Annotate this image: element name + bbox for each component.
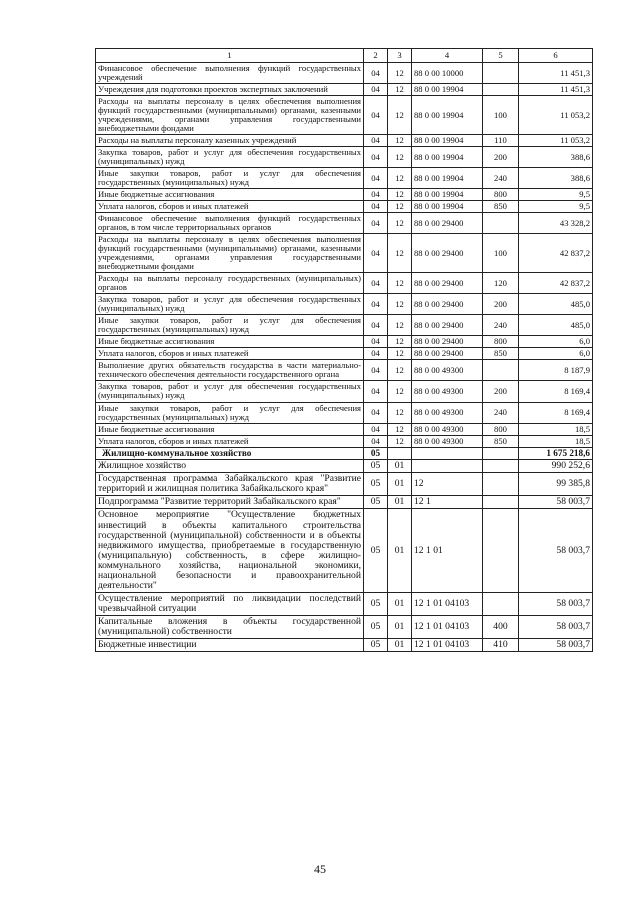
subsection-code: 12 [388, 201, 412, 213]
target-article: 88 0 00 29400 [412, 348, 483, 360]
subsection-code: 12 [388, 381, 412, 402]
subsection-code: 01 [388, 496, 412, 509]
item-name: Уплата налогов, сборов и иных платежей [96, 348, 364, 360]
section-code: 05 [364, 592, 388, 615]
expense-type [483, 63, 519, 84]
item-name: Бюджетные инвестиции [96, 639, 364, 652]
expense-type [483, 447, 519, 460]
subsection-code: 12 [388, 336, 412, 348]
target-article [412, 460, 483, 473]
target-article: 12 1 01 [412, 509, 483, 593]
page-number: 45 [314, 862, 326, 876]
amount: 6,0 [519, 348, 593, 360]
item-name: Расходы на выплаты персоналу казенных учреждений [96, 135, 364, 147]
target-article: 88 0 00 19904 [412, 135, 483, 147]
item-name: Иные бюджетные ассигнования [96, 423, 364, 435]
table-row [96, 509, 593, 593]
item-name: Иные бюджетные ассигнования [96, 189, 364, 201]
section-code: 04 [364, 273, 388, 294]
table-row [96, 460, 593, 473]
expense-type [483, 473, 519, 496]
expense-type [483, 509, 519, 593]
subsection-code: 01 [388, 639, 412, 652]
table-row [96, 435, 593, 447]
amount: 18,5 [519, 435, 593, 447]
table-row [96, 273, 593, 294]
expense-type: 850 [483, 348, 519, 360]
table-row [96, 96, 593, 135]
table-row [96, 402, 593, 423]
section-code: 04 [364, 135, 388, 147]
item-name: Закупка товаров, работ и услуг для обеспечения государственных (муниципальных) нужд [96, 381, 364, 402]
budget-table-body [96, 49, 593, 652]
table-row [96, 147, 593, 168]
expense-type: 200 [483, 381, 519, 402]
item-name: Основное мероприятие "Осуществление бюджетных инвестиций в объекты капитального строительства государственной (муниципальной) собственности и в объекты недвижимого имущества, приобретаемые в государственную (муниципальную) собственность, в сфере жилищно-коммунального хозяйства, национальной экономики, национальной безопасности и правоохранительной деятельности" [96, 509, 364, 593]
expense-type: 800 [483, 189, 519, 201]
table-row [96, 336, 593, 348]
subsection-code: 12 [388, 84, 412, 96]
target-article: 88 0 00 29400 [412, 234, 483, 273]
subsection-code: 12 [388, 147, 412, 168]
section-code: 05 [364, 496, 388, 509]
subsection-code: 12 [388, 168, 412, 189]
target-article: 12 1 01 04103 [412, 639, 483, 652]
expense-type: 850 [483, 435, 519, 447]
amount: 9,5 [519, 201, 593, 213]
subsection-code: 12 [388, 294, 412, 315]
amount: 6,0 [519, 336, 593, 348]
target-article: 88 0 00 19904 [412, 96, 483, 135]
item-name: Закупка товаров, работ и услуг для обеспечения государственных (муниципальных) нужд [96, 294, 364, 315]
column-header: 5 [483, 49, 519, 63]
target-article: 88 0 00 19904 [412, 189, 483, 201]
expense-type: 200 [483, 294, 519, 315]
section-code: 04 [364, 402, 388, 423]
target-article: 12 1 01 04103 [412, 616, 483, 639]
item-name: Закупка товаров, работ и услуг для обеспечения государственных (муниципальных) нужд [96, 147, 364, 168]
subsection-code: 12 [388, 189, 412, 201]
table-row [96, 84, 593, 96]
section-code: 04 [364, 234, 388, 273]
subsection-code: 12 [388, 402, 412, 423]
table-row [96, 135, 593, 147]
amount: 11 451,3 [519, 63, 593, 84]
target-article: 88 0 00 29400 [412, 294, 483, 315]
target-article: 88 0 00 49300 [412, 381, 483, 402]
subsection-code: 12 [388, 348, 412, 360]
expense-type: 100 [483, 96, 519, 135]
target-article: 12 [412, 473, 483, 496]
item-name: Капитальные вложения в объекты государственной (муниципальной) собственности [96, 616, 364, 639]
table-row [96, 315, 593, 336]
item-name: Выполнение других обязательств государства в части материально-технического обеспечения деятельности государственного органа [96, 360, 364, 381]
table-row [96, 423, 593, 435]
item-name: Уплата налогов, сборов и иных платежей [96, 435, 364, 447]
amount: 58 003,7 [519, 616, 593, 639]
item-name: Расходы на выплаты персоналу в целях обеспечения выполнения функций государственными (муниципальными) органами, казенными учреждениями, органами управления государственными внебюджетными фондами [96, 234, 364, 273]
item-name: Расходы на выплаты персоналу государственных (муниципальных) органов [96, 273, 364, 294]
table-row [96, 616, 593, 639]
section-code: 04 [364, 96, 388, 135]
table-row [96, 189, 593, 201]
subsection-code: 12 [388, 63, 412, 84]
target-article: 88 0 00 49300 [412, 423, 483, 435]
table-row [96, 201, 593, 213]
subsection-code: 12 [388, 423, 412, 435]
table-row [96, 234, 593, 273]
section-code: 04 [364, 168, 388, 189]
expense-type: 100 [483, 234, 519, 273]
subsection-code: 01 [388, 616, 412, 639]
expense-type [483, 360, 519, 381]
column-header: 1 [96, 49, 364, 63]
subsection-code: 12 [388, 96, 412, 135]
subsection-code: 12 [388, 234, 412, 273]
target-article: 88 0 00 49300 [412, 360, 483, 381]
item-name: Иные закупки товаров, работ и услуг для обеспечения государственных (муниципальных) нужд [96, 315, 364, 336]
section-code: 05 [364, 447, 388, 460]
table-row [96, 63, 593, 84]
table-row [96, 348, 593, 360]
amount: 11 451,3 [519, 84, 593, 96]
amount: 388,6 [519, 168, 593, 189]
subsection-code: 12 [388, 360, 412, 381]
section-code: 04 [364, 381, 388, 402]
table-row [96, 447, 593, 460]
expense-type: 800 [483, 336, 519, 348]
expense-type [483, 460, 519, 473]
amount: 18,5 [519, 423, 593, 435]
target-article: 88 0 00 19904 [412, 168, 483, 189]
budget-table-page [95, 48, 592, 652]
target-article: 88 0 00 29400 [412, 273, 483, 294]
table-row [96, 592, 593, 615]
column-header: 2 [364, 49, 388, 63]
expense-type [483, 213, 519, 234]
section-code: 04 [364, 336, 388, 348]
amount: 8 169,4 [519, 381, 593, 402]
table-row [96, 639, 593, 652]
section-code: 04 [364, 201, 388, 213]
item-name: Уплата налогов, сборов и иных платежей [96, 201, 364, 213]
section-code: 04 [364, 435, 388, 447]
subsection-code: 01 [388, 509, 412, 593]
column-number-row [96, 49, 593, 63]
amount: 485,0 [519, 294, 593, 315]
target-article: 88 0 00 29400 [412, 315, 483, 336]
amount: 9,5 [519, 189, 593, 201]
expense-type: 240 [483, 168, 519, 189]
expense-type: 200 [483, 147, 519, 168]
amount: 58 003,7 [519, 509, 593, 593]
section-code: 04 [364, 147, 388, 168]
item-name: Жилищное хозяйство [96, 460, 364, 473]
table-row [96, 496, 593, 509]
budget-table [95, 48, 593, 652]
target-article [412, 447, 483, 460]
item-name: Финансовое обеспечение выполнения функций государственных учреждений [96, 63, 364, 84]
section-code: 05 [364, 509, 388, 593]
expense-type [483, 496, 519, 509]
section-code: 04 [364, 315, 388, 336]
amount: 42 837,2 [519, 234, 593, 273]
expense-type: 400 [483, 616, 519, 639]
item-name: Подпрограмма "Развитие территорий Забайкальского края" [96, 496, 364, 509]
section-code: 04 [364, 360, 388, 381]
expense-type: 240 [483, 315, 519, 336]
expense-type: 110 [483, 135, 519, 147]
column-header: 4 [412, 49, 483, 63]
section-code: 05 [364, 460, 388, 473]
column-header: 3 [388, 49, 412, 63]
subsection-code: 01 [388, 460, 412, 473]
target-article: 12 1 [412, 496, 483, 509]
section-code: 04 [364, 294, 388, 315]
amount: 8 169,4 [519, 402, 593, 423]
subsection-code: 12 [388, 315, 412, 336]
subsection-code: 12 [388, 435, 412, 447]
section-code: 04 [364, 84, 388, 96]
subsection-code [388, 447, 412, 460]
amount: 990 252,6 [519, 460, 593, 473]
expense-type [483, 592, 519, 615]
target-article: 88 0 00 29400 [412, 336, 483, 348]
target-article: 88 0 00 29400 [412, 213, 483, 234]
expense-type: 850 [483, 201, 519, 213]
section-code: 05 [364, 473, 388, 496]
amount: 11 053,2 [519, 135, 593, 147]
subsection-code: 01 [388, 592, 412, 615]
table-row [96, 168, 593, 189]
item-name: Осуществление мероприятий по ликвидации последствий чрезвычайной ситуации [96, 592, 364, 615]
amount: 8 187,9 [519, 360, 593, 381]
section-code: 04 [364, 63, 388, 84]
target-article: 88 0 00 19904 [412, 84, 483, 96]
amount: 58 003,7 [519, 639, 593, 652]
item-name: Иные закупки товаров, работ и услуг для обеспечения государственных (муниципальных) нужд [96, 402, 364, 423]
item-name: Расходы на выплаты персоналу в целях обеспечения выполнения функций государственными (муниципальными) органами, казенными учреждениями, органами управления государственными внебюджетными фондами [96, 96, 364, 135]
item-name: Иные бюджетные ассигнования [96, 336, 364, 348]
expense-type [483, 84, 519, 96]
item-name: Жилищно-коммунальное хозяйство [96, 447, 364, 460]
item-name: Финансовое обеспечение выполнения функций государственных органов, в том числе территориальных органов [96, 213, 364, 234]
target-article: 12 1 01 04103 [412, 592, 483, 615]
expense-type: 120 [483, 273, 519, 294]
subsection-code: 12 [388, 135, 412, 147]
amount: 99 385,8 [519, 473, 593, 496]
target-article: 88 0 00 19904 [412, 201, 483, 213]
table-row [96, 473, 593, 496]
section-code: 05 [364, 639, 388, 652]
section-code: 04 [364, 213, 388, 234]
amount: 11 053,2 [519, 96, 593, 135]
amount: 388,6 [519, 147, 593, 168]
amount: 58 003,7 [519, 592, 593, 615]
section-code: 05 [364, 616, 388, 639]
subsection-code: 01 [388, 473, 412, 496]
table-row [96, 360, 593, 381]
target-article: 88 0 00 19904 [412, 147, 483, 168]
item-name: Иные закупки товаров, работ и услуг для обеспечения государственных (муниципальных) нужд [96, 168, 364, 189]
expense-type: 240 [483, 402, 519, 423]
amount: 58 003,7 [519, 496, 593, 509]
subsection-code: 12 [388, 213, 412, 234]
amount: 43 328,2 [519, 213, 593, 234]
table-row [96, 213, 593, 234]
expense-type: 800 [483, 423, 519, 435]
amount: 485,0 [519, 315, 593, 336]
expense-type: 410 [483, 639, 519, 652]
table-row [96, 294, 593, 315]
item-name: Учреждения для подготовки проектов экспертных заключений [96, 84, 364, 96]
subsection-code: 12 [388, 273, 412, 294]
section-code: 04 [364, 189, 388, 201]
column-header: 6 [519, 49, 593, 63]
amount: 1 675 218,6 [519, 447, 593, 460]
section-code: 04 [364, 423, 388, 435]
amount: 42 837,2 [519, 273, 593, 294]
target-article: 88 0 00 49300 [412, 402, 483, 423]
section-code: 04 [364, 348, 388, 360]
table-row [96, 381, 593, 402]
target-article: 88 0 00 10000 [412, 63, 483, 84]
target-article: 88 0 00 49300 [412, 435, 483, 447]
item-name: Государственная программа Забайкальского края "Развитие территорий и жилищная политика Забайкальского края" [96, 473, 364, 496]
